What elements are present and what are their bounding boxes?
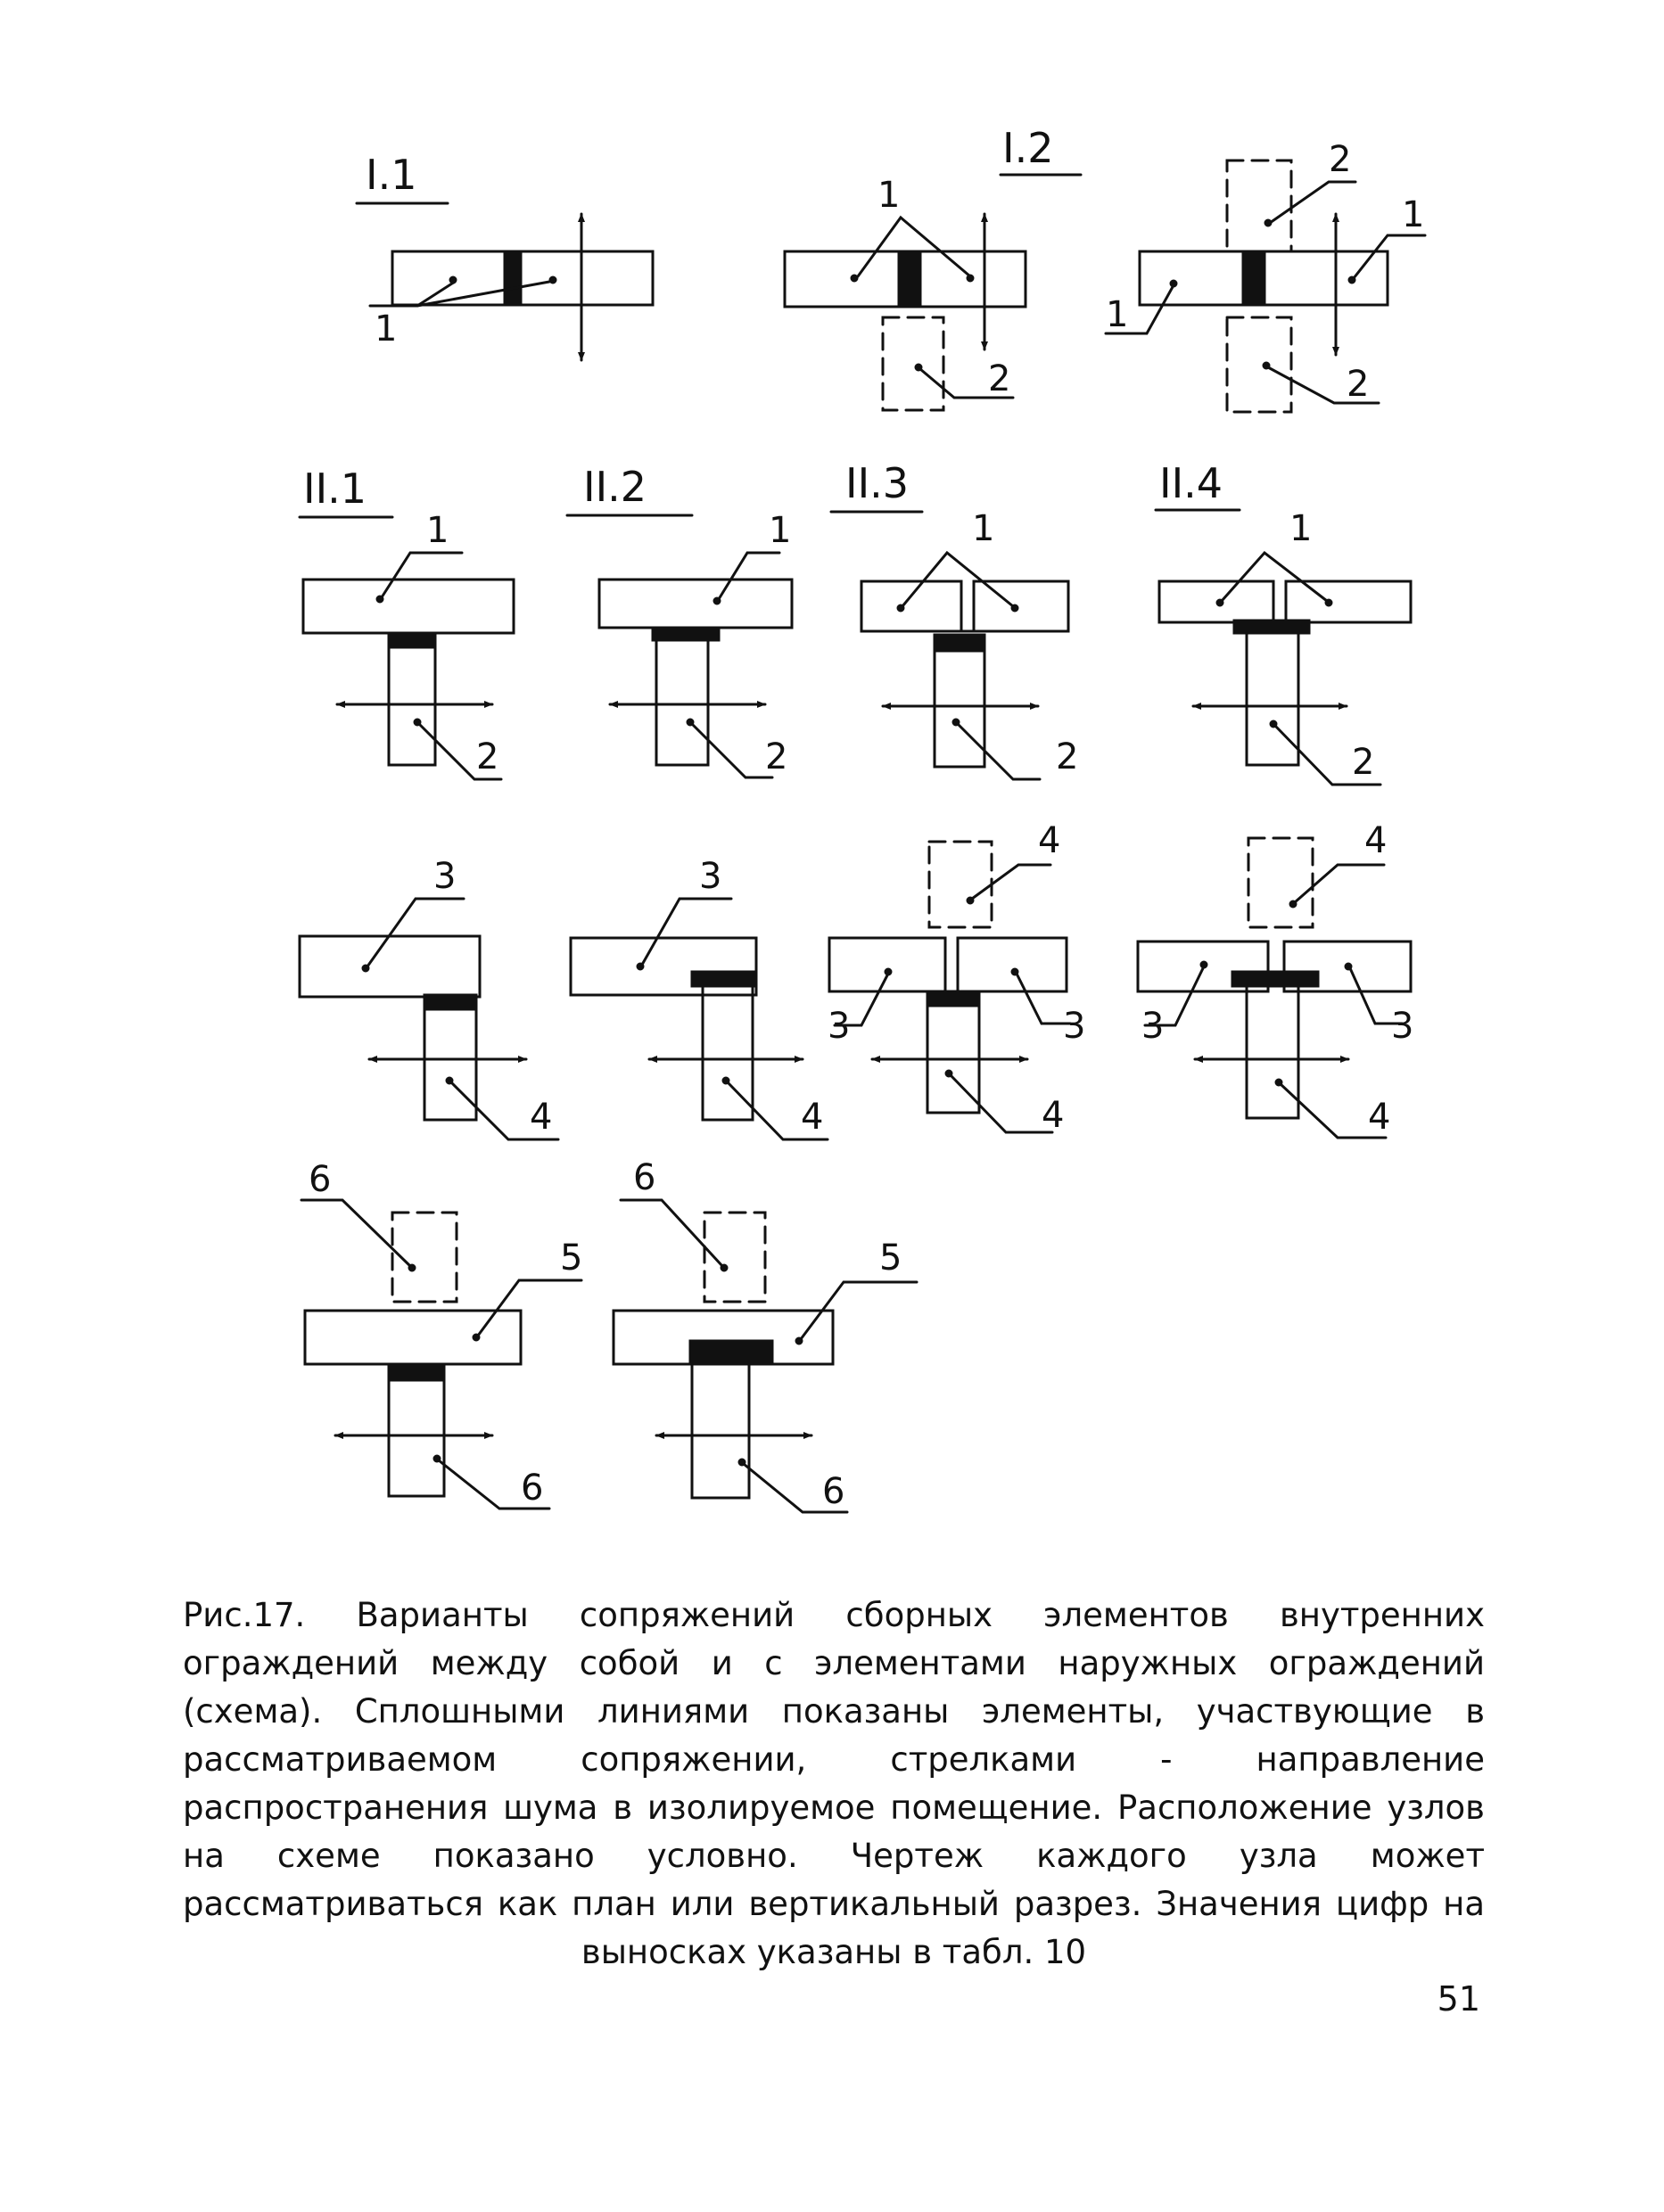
slab-row3-a xyxy=(300,936,480,997)
callout-ii3-1: 1 xyxy=(972,508,995,549)
callout-row3a-3: 3 xyxy=(433,856,457,897)
label-i2: I.2 xyxy=(1002,124,1054,172)
callout-row3d-4bottom: 4 xyxy=(1368,1097,1391,1138)
slab-ii1 xyxy=(303,580,514,633)
callout-row3b-4: 4 xyxy=(801,1097,824,1138)
joint-seal-i2x xyxy=(1243,251,1264,305)
slab-left-ii3 xyxy=(861,581,961,631)
page-number: 51 xyxy=(1437,1979,1480,2019)
callout-i2x-2top: 2 xyxy=(1329,139,1352,180)
callout-ii4-1: 1 xyxy=(1289,508,1313,549)
callout-row4b-6bottom: 6 xyxy=(822,1471,845,1512)
joint-seal-i1 xyxy=(505,251,521,305)
callout-labels xyxy=(309,139,1424,1512)
group-row4-b xyxy=(614,1200,917,1512)
joint-seal-ii1 xyxy=(389,633,435,647)
wall-ii2 xyxy=(656,638,708,765)
callout-i2x-1left: 1 xyxy=(1106,294,1129,335)
figure-caption: Рис.17. Варианты сопряжений сборных элементов внутренних ограждений между собой и с элементами наружных ограждений (схема). Сплошными линиями показаны элементы, участвующие в рассматриваемом сопряжении, стрелками - направление распространения шума в изолируемое помещение. Расположение узлов на схеме показано условно. Чертеж каждого узла может рассматриваться как план или вертикальный разрез. Значения цифр на выносках указаны в табл. 10 xyxy=(183,1596,1485,1971)
joint-seal-row3-d xyxy=(1232,972,1318,986)
group-ii3 xyxy=(831,512,1068,779)
wall-row4-b xyxy=(692,1362,749,1498)
group-i2 xyxy=(785,175,1081,410)
wall-row3-a xyxy=(424,1009,476,1120)
callout-row3d-4top: 4 xyxy=(1364,820,1388,861)
slab-right-ii3 xyxy=(974,581,1068,631)
callout-ii4-2: 2 xyxy=(1352,742,1375,783)
callout-row4b-5: 5 xyxy=(879,1238,902,1279)
callout-row4a-6bottom: 6 xyxy=(521,1468,544,1509)
callout-ii2-2: 2 xyxy=(765,736,788,777)
joint-seal-row3-c xyxy=(927,991,979,1006)
slab-right-ii4 xyxy=(1286,581,1411,622)
callout-row4b-6top: 6 xyxy=(633,1157,656,1198)
label-ii2: II.2 xyxy=(583,463,647,511)
joint-seal-ii2 xyxy=(653,628,719,640)
callout-ii1-1: 1 xyxy=(426,510,449,551)
slab-left-row3-c xyxy=(829,938,945,991)
callout-row3b-3: 3 xyxy=(699,856,722,897)
slab-right-i1 xyxy=(519,251,653,305)
callout-row3a-4: 4 xyxy=(530,1097,553,1138)
joint-seal-row4-a xyxy=(389,1364,444,1380)
callout-ii2-1: 1 xyxy=(769,510,792,551)
group-row4-a xyxy=(301,1200,581,1509)
callout-row3c-4bottom: 4 xyxy=(1042,1095,1065,1136)
callout-i1-1: 1 xyxy=(375,308,398,349)
label-ii1: II.1 xyxy=(303,465,367,513)
joint-seal-i2 xyxy=(899,251,920,307)
joint-seal-ii4 xyxy=(1234,621,1309,633)
dashed-wall-i2 xyxy=(883,317,943,410)
joint-seal-row3-a xyxy=(424,995,476,1009)
joint-seal-row3-b xyxy=(692,972,754,986)
callout-i2x-2bottom: 2 xyxy=(1347,364,1370,405)
label-i1: I.1 xyxy=(366,151,417,199)
callout-ii3-2: 2 xyxy=(1056,736,1079,777)
group-i2-cross xyxy=(1106,160,1425,412)
dashed-wall-bottom-i2x xyxy=(1227,317,1291,412)
callout-row3c-3left: 3 xyxy=(828,1006,851,1047)
slab-row4-a xyxy=(305,1311,521,1364)
callout-row4a-5: 5 xyxy=(560,1238,583,1279)
leader-1-right xyxy=(1354,235,1425,278)
slab-ii2 xyxy=(599,580,792,628)
group-ii2 xyxy=(567,515,792,777)
slab-left-i2 xyxy=(785,251,901,307)
slab-left-i2x xyxy=(1140,251,1245,305)
callout-row3d-3right: 3 xyxy=(1391,1006,1414,1047)
callout-i2-2: 2 xyxy=(988,358,1011,399)
wall-ii3 xyxy=(935,651,984,767)
joint-seal-row4-b xyxy=(690,1341,772,1362)
group-row3-d xyxy=(1138,838,1414,1138)
leader-2-top xyxy=(1270,182,1355,223)
dashed-wall-row3-d xyxy=(1248,838,1313,927)
slab-right-row3-c xyxy=(958,938,1067,991)
label-ii4: II.4 xyxy=(1159,459,1223,507)
group-i1 xyxy=(357,203,653,360)
group-row3-a xyxy=(300,899,558,1139)
callout-row3c-4top: 4 xyxy=(1038,820,1061,861)
dashed-wall-row3-c xyxy=(929,842,992,927)
group-row3-c xyxy=(829,842,1070,1132)
wall-row4-a xyxy=(389,1380,444,1496)
wall-row3-d xyxy=(1247,986,1298,1118)
wall-ii4 xyxy=(1247,631,1298,765)
callout-ii1-2: 2 xyxy=(476,736,499,777)
group-row3-b xyxy=(571,899,828,1139)
callout-i2x-1right: 1 xyxy=(1402,194,1425,235)
callout-row3c-3right: 3 xyxy=(1063,1006,1086,1047)
callout-row4a-6top: 6 xyxy=(309,1159,332,1200)
label-ii3: II.3 xyxy=(845,459,910,507)
dashed-wall-top-i2x xyxy=(1227,160,1291,251)
callout-i2-1: 1 xyxy=(877,175,901,216)
joint-seal-ii3 xyxy=(935,635,984,651)
callout-row3d-3left: 3 xyxy=(1141,1006,1165,1047)
